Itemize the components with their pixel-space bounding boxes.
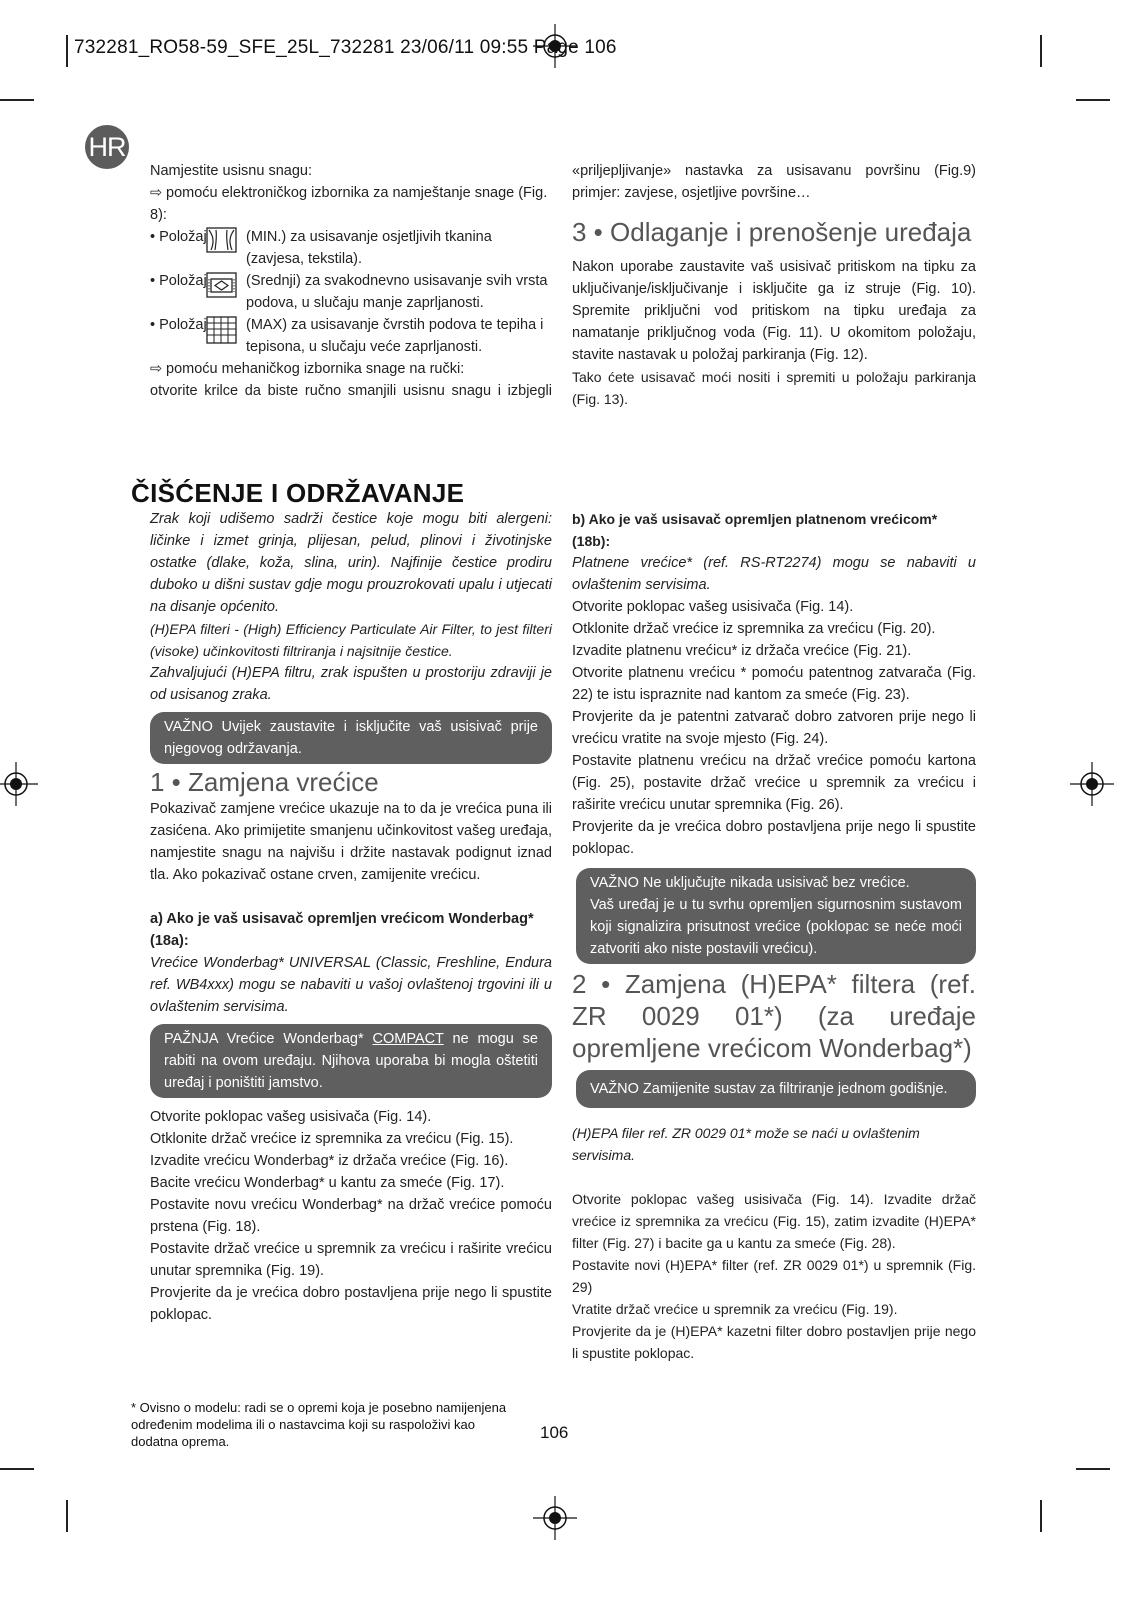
important-box: VAŽNO Ne uključujte nikada usisivač bez vrećice. Vaš uređaj je u tu svrhu opremljen sigurnosnim sustavom koji signalizira prisutnost vrećice (poklopac se neće moći zatvoriti ako niste postavili vrećicu). xyxy=(576,868,976,964)
position-text: (Srednji) za svakodnevno usisavanje svih vrsta podova, u slučaju manje zaprljanosti. xyxy=(246,273,548,311)
filter-availability: (H)EPA filer ref. ZR 0029 01* može se naći u ovlaštenim servisima. xyxy=(572,1125,920,1163)
intro-line: Namjestite usisnu snagu: xyxy=(150,163,312,179)
crop-mark xyxy=(0,1468,34,1470)
cleaning-right-column xyxy=(572,508,976,1364)
continuation-text: «priljepljivanje» nastavka za usisavanu površinu (Fig.9) primjer: zavjese, osjetljive površine… xyxy=(572,163,976,201)
power-settings-section xyxy=(150,160,552,402)
cloth-bag-subheading: b) Ako je vaš usisavač opremljen platnenom vrećicom* (18b): xyxy=(572,511,938,549)
position-row xyxy=(150,314,552,358)
position-label: • Položaj xyxy=(150,229,207,245)
filter-replacement-heading: 2 • Zamjena (H)EPA* filtera (ref. ZR 0029 01*) (za uređaje opremljene vrećicom Wonderbag*) xyxy=(572,969,976,1063)
arrow-icon: ⇨ xyxy=(150,185,163,201)
step: Vratite držač vrećice u spremnik za vrećicu (Fig. 19). xyxy=(572,1301,898,1317)
step: Postavite platnenu vrećicu na držač vrećice pomoću kartona (Fig. 25), postavite držač vrećice u spremnik za vrećicu i raširite vrećicu unutar spremnika (Fig. 26). xyxy=(572,753,976,813)
position-text: (MAX) za usisavanje čvrstih podova te tepiha i tepisona, u slučaju veće zaprljanosti. xyxy=(246,317,544,355)
step: Postavite novu vrećicu Wonderbag* na držač vrećice pomoću prstena (Fig. 18). xyxy=(150,1197,552,1235)
step: Otvorite poklopac vašeg usisivača (Fig. 14). xyxy=(150,1109,432,1125)
position-row xyxy=(150,226,552,270)
hepa-definition: (H)EPA filteri - (High) Efficiency Particulate Air Filter, to jest filteri (visoke) učinkovitosti filtriranja i najsitnije čestice. xyxy=(150,621,552,659)
electronic-line: ⇨ pomoću elektroničkog izbornika za namještanje snage (Fig. 8): xyxy=(150,182,552,226)
step: Otvorite platnenu vrećicu * pomoću patentnog zatvarača (Fig. 22) te istu ispraznite nad kantom za smeće (Fig. 23). xyxy=(572,665,976,703)
storage-heading: 3 • Odlaganje i prenošenje uređaja xyxy=(572,217,972,247)
wonderbag-info: Vrećice Wonderbag* UNIVERSAL (Classic, Freshline, Endura ref. WB4xxx) mogu se nabaviti u vašoj ovlaštenoj trgovini ili u ovlaštenim servisima. xyxy=(150,955,552,1015)
language-badge: HR xyxy=(85,125,129,169)
crop-mark xyxy=(1040,1500,1042,1532)
position-label: • Položaj xyxy=(150,317,207,333)
carpet-icon xyxy=(206,316,237,344)
step: Provjerite da je patentni zatvarač dobro zatvoren prije nego li vrećicu vratite na svoje mjesto (Fig. 24). xyxy=(572,709,976,747)
mechanical-line: ⇨ pomoću mehaničkog izbornika snage na ručki: xyxy=(150,358,552,380)
footnote: * Ovisno o modelu: radi se o opremi koja je posebno namijenjena određenim modelima ili o nastavcima koji su raspoloživi kao dodatna oprema. xyxy=(131,1400,507,1449)
crop-mark xyxy=(0,99,34,101)
hepa-benefit: Zahvaljujući (H)EPA filtru, zrak ispušten u prostoriju zdraviji je od usisanog zraka. xyxy=(150,665,552,703)
curtain-icon xyxy=(206,227,237,253)
crop-mark xyxy=(66,35,68,67)
print-slug: 732281_RO58-59_SFE_25L_732281 23/06/11 09:55 Page 106 xyxy=(74,37,617,58)
cleaning-left-column xyxy=(150,508,552,1326)
storage-paragraph: Nakon uporabe zaustavite vaš usisivač pritiskom na tipku za uključivanje/isključivanje i isključite ga iz struje (Fig. 10). Spremite priključni vod pritiskom na tipku uređaja za namatanje priključnog voda (Fig. 11). U okomitom položaju, stavite nastavak u položaj parkiranja (Fig. 12). xyxy=(572,259,976,363)
step: Izvadite platnenu vrećicu* iz držača vrećice (Fig. 21). xyxy=(572,643,912,659)
step: Postavite držač vrećice u spremnik za vrećicu i raširite vrećicu unutar spremnika (Fig. 19). xyxy=(150,1241,552,1279)
step: Otvorite poklopac vašeg usisivača (Fig. 14). xyxy=(572,599,854,615)
crop-mark xyxy=(1076,99,1110,101)
allergen-intro: Zrak koji udišemo sadrži čestice koje mogu biti alergeni: ličinke i izmet grinja, plijesan, pelud, plinovi i životinjske ostatke (dlake, koža, slina, urin). Najfinije čestice prodiru duboko u dišni sustav gdje mogu prouzrokovati upalu i utjecati na disanje općenito. xyxy=(150,511,552,615)
filter-paragraph: Otvorite poklopac vašeg usisivača (Fig. 14). Izvadite držač vrećice iz spremnika za vrećicu (Fig. 15), zatim izvadite (H)EPA* filter (Fig. 27) i bacite ga u kantu za smeće (Fig. 28). xyxy=(572,1191,976,1251)
position-row xyxy=(150,270,552,314)
step: Otklonite držač vrećice iz spremnika za vrećicu (Fig. 20). xyxy=(572,621,936,637)
registration-mark-icon xyxy=(533,1496,577,1540)
bag-indicator-paragraph: Pokazivač zamjene vrećice ukazuje na to da je vrećica puna ili zasićena. Ako primijetite smanjenu učinkovitost vašeg uređaja, namjestite snagu na najvišu i držite nastavak podignut iznad tla. Ako pokazivač ostane crven, zamijenite vrećicu. xyxy=(150,801,552,883)
storage-paragraph-2: Tako ćete usisavač moći nositi i spremiti u položaju parkiranja (Fig. 13). xyxy=(572,369,976,407)
crop-mark xyxy=(66,1500,68,1532)
rug-icon xyxy=(206,272,237,298)
step: Provjerite da je vrećica dobro postavljena prije nego li spustite poklopac. xyxy=(150,1285,552,1323)
bag-replacement-heading: 1 • Zamjena vrećice xyxy=(150,767,379,797)
registration-mark-icon xyxy=(1070,762,1114,806)
step: Bacite vrećicu Wonderbag* u kantu za smeće (Fig. 17). xyxy=(150,1175,505,1191)
crop-mark xyxy=(1040,35,1042,67)
step: Provjerite da je (H)EPA* kazetni filter dobro postavljen prije nego li spustite poklopac. xyxy=(572,1323,976,1361)
wonderbag-subheading: a) Ako je vaš usisavač opremljen vrećicom Wonderbag* (18a): xyxy=(150,911,534,949)
cloth-bag-info: Platnene vrećice* (ref. RS-RT2274) mogu se nabaviti u ovlaštenim servisima. xyxy=(572,555,976,593)
step: Otklonite držač vrećice iz spremnika za vrećicu (Fig. 15). xyxy=(150,1131,514,1147)
section-title: ČIŠĆENJE I ODRŽAVANJE xyxy=(131,478,465,508)
crop-mark xyxy=(1076,1468,1110,1470)
important-box: VAŽNO Zamijenite sustav za filtriranje jednom godišnje. xyxy=(576,1070,976,1108)
warning-box: PAŽNJA Vrećice Wonderbag* COMPACT ne mogu se rabiti na ovom uređaju. Njihova uporaba bi mogla oštetiti uređaj i poništiti jamstvo. xyxy=(150,1024,552,1098)
page-number: 106 xyxy=(540,1423,569,1442)
step: Postavite novi (H)EPA* filter (ref. ZR 0029 01*) u spremnik (Fig. 29) xyxy=(572,1257,976,1295)
important-box: VAŽNO Uvijek zaustavite i isključite vaš usisivač prije njegovog održavanja. xyxy=(150,712,552,764)
position-text: (MIN.) za usisavanje osjetljivih tkanina (zavjesa, tekstila). xyxy=(246,229,492,267)
step: Provjerite da je vrećica dobro postavljena prije nego li spustite poklopac. xyxy=(572,819,976,857)
mechanical-text: otvorite krilce da biste ručno smanjili usisnu snagu i izbjegli xyxy=(150,383,552,399)
storage-section xyxy=(572,160,976,410)
compact-label: COMPACT xyxy=(372,1031,444,1047)
arrow-icon: ⇨ xyxy=(150,361,163,377)
registration-mark-icon xyxy=(0,762,38,806)
step: Izvadite vrećicu Wonderbag* iz držača vrećice (Fig. 16). xyxy=(150,1153,509,1169)
position-label: • Položaj xyxy=(150,273,207,289)
